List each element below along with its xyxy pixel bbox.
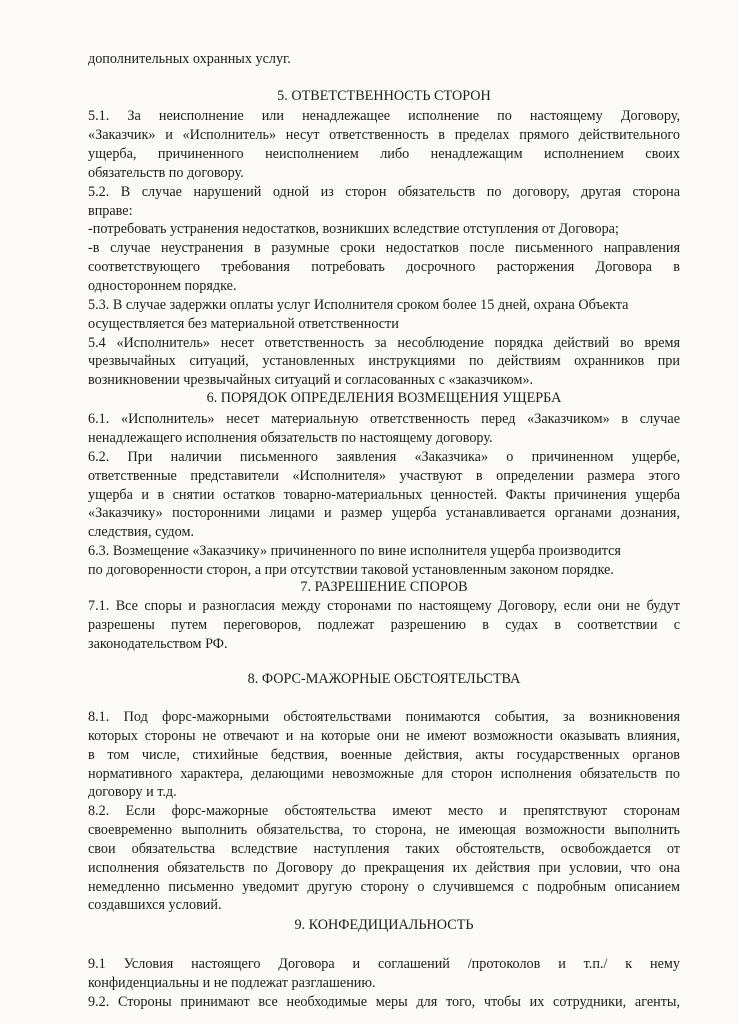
text-line: законодательством РФ. xyxy=(88,636,228,652)
text-line: 9.1 Условия настоящего Договора и соглашений /протоколов и т.п./ к нему xyxy=(88,956,680,972)
text-line: разрешены путем переговоров, подлежат разрешению в судах в соответствии с xyxy=(88,617,680,633)
text-line: 8.1. Под форс-мажорными обстоятельствами понимаются события, за возникновения xyxy=(88,709,680,725)
text-line: 8.2. Если форс-мажорные обстоятельства имеют место и препятствуют сторонам xyxy=(88,803,680,819)
text-line: 5.3. В случае задержки оплаты услуг Исполнителя сроком более 15 дней, охрана Объекта xyxy=(88,297,629,313)
text-line: ненадлежащего исполнения обязательств по настоящему договору. xyxy=(88,430,493,446)
text-line: 9.2. Стороны принимают все необходимые меры для того, чтобы их сотрудники, агенты, xyxy=(88,994,680,1010)
text-line: «Заказчик» и «Исполнитель» несут ответственность в пределах прямого действительного xyxy=(88,127,680,143)
text-line: обязательств по договору. xyxy=(88,165,244,181)
text-line: ущерба и в снятии остатков товарно-материальных ценностей. Факты причинения ущерба xyxy=(88,487,680,503)
section-heading: 7. РАЗРЕШЕНИЕ СПОРОВ xyxy=(300,579,468,595)
section-heading: 8. ФОРС-МАЖОРНЫЕ ОБСТОЯТЕЛЬСТВА xyxy=(247,671,521,687)
text-line: в том числе, стихийные бедствия, военные действия, акты государственных органов xyxy=(88,747,680,763)
text-line: осуществляется без материальной ответственности xyxy=(88,316,399,332)
text-line: «Заказчику» посторонними лицами и размер ущерба устанавливается органами дознания, xyxy=(88,505,680,521)
text-line: соответствующего требования потребовать досрочного расторжения Договора в xyxy=(88,259,680,275)
text-line: ущерба, причиненного неисполнением либо ненадлежащим исполнением своих xyxy=(88,146,680,162)
text-line: одностороннем порядке. xyxy=(88,278,237,294)
text-line: следствия, судом. xyxy=(88,524,194,540)
section-heading: 5. ОТВЕТСТВЕННОСТЬ СТОРОН xyxy=(277,88,491,104)
text-line: немедленно письменно уведомит другую сторону о случившемся с подробным описанием xyxy=(88,879,680,895)
text-line: которых стороны не отвечают и на которые они не имеют возможности оказывать влияния, xyxy=(88,728,680,744)
text-line: 5.4 «Исполнитель» несет ответственность за несоблюдение порядка действий во время xyxy=(88,335,680,351)
section-heading: 9. КОНФЕДИЦИАЛЬНОСТЬ xyxy=(294,917,474,933)
text-line: чрезвычайных ситуаций, установленных инструкциями по действиям охранников при xyxy=(88,353,680,369)
text-line: создавшихся условий. xyxy=(88,897,222,913)
text-line: 6.3. Возмещение «Заказчику» причиненного по вине исполнителя ущерба производится xyxy=(88,543,621,559)
text-line: вправе: xyxy=(88,203,133,219)
text-line: нормативного характера, делающими невозможные для сторон исполнения обязательств по xyxy=(88,766,680,782)
text-line: исполнения обязательств по Договору до прекращения их действия при условии, что она xyxy=(88,860,680,876)
text-line: 6.1. «Исполнитель» несет материальную ответственность перед «Заказчиком» в случае xyxy=(88,411,680,427)
text-line: конфиденциальны и не подлежат разглашению. xyxy=(88,975,376,991)
text-line: 5.1. За неисполнение или ненадлежащее исполнение по настоящему Договору, xyxy=(88,108,680,124)
text-line: своевременно выполнить обязательства, то сторона, не имеющая возможности выполнить xyxy=(88,822,680,838)
text-line: договору и т.д. xyxy=(88,784,177,800)
text-line: ответственные представители «Исполнителя» участвуют в определении размера этого xyxy=(88,468,680,484)
text-line: 5.2. В случае нарушений одной из сторон обязательств по договору, другая сторона xyxy=(88,184,680,200)
text-line: 7.1. Все споры и разногласия между сторонами по настоящему Договору, если они не будут xyxy=(88,598,680,614)
text-line: свои обязательства вследствие наступления таких обстоятельств, освобождается от xyxy=(88,841,680,857)
section-heading: 6. ПОРЯДОК ОПРЕДЕЛЕНИЯ ВОЗМЕЩЕНИЯ УЩЕРБА xyxy=(206,390,562,406)
text-line: -в случае неустранения в разумные сроки недостатков после письменного направления xyxy=(88,240,680,256)
text-line: дополнительных охранных услуг. xyxy=(88,51,291,67)
text-line: по договоренности сторон, а при отсутствии таковой установленным законом порядке. xyxy=(88,562,614,578)
text-line: -потребовать устранения недостатков, возникших вследствие отступления от Договора; xyxy=(88,221,619,237)
text-line: возникновении чрезвычайных ситуаций и согласованных с «заказчиком». xyxy=(88,372,534,388)
text-line: 6.2. При наличии письменного заявления «Заказчика» о причиненном ущербе, xyxy=(88,449,680,465)
